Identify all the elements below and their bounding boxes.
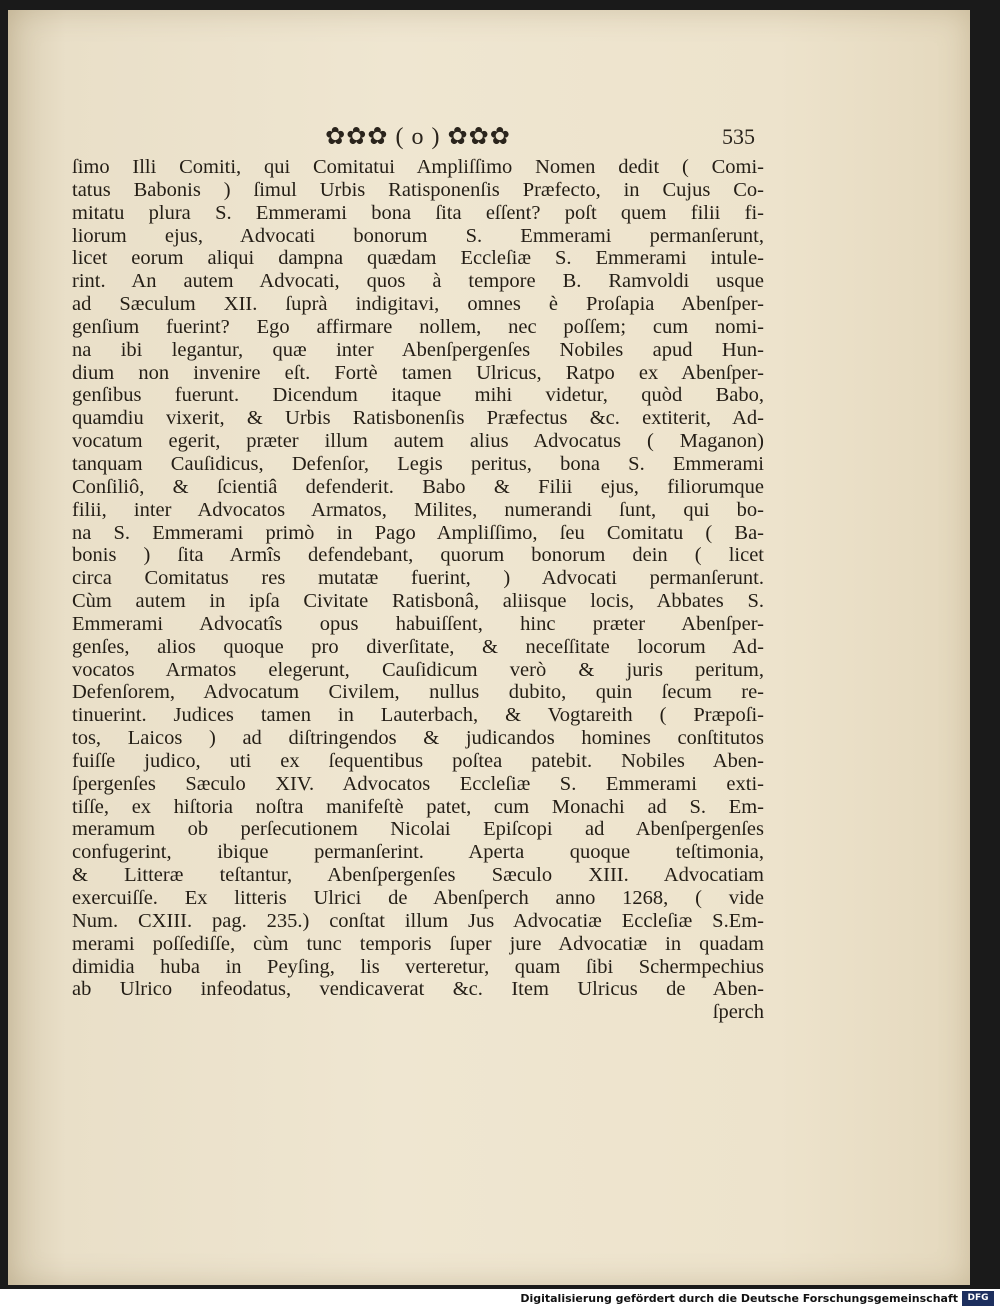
header-ornament: ✿✿✿ ( o ) ✿✿✿ xyxy=(325,124,511,150)
text-line: merami poſſediſſe, cùm tunc temporis ſuper jure Advocatiæ in quadam xyxy=(72,932,764,955)
text-line: Emmerami Advocatîs opus habuiſſent, hinc præter Abenſper- xyxy=(72,612,764,635)
text-line: Cùm autem in ipſa Civitate Ratisbonâ, aliisque locis, Abbates S. xyxy=(72,590,764,613)
text-line: na ibi legantur, quæ inter Abenſpergenſes Nobiles apud Hun- xyxy=(72,338,764,361)
text-line: tos, Laicos ) ad diſtringendos & judicandos homines conſtitutos xyxy=(72,727,764,750)
text-line: Defenſorem, Advocatum Civilem, nullus dubito, quin ſecum re- xyxy=(72,681,764,704)
text-line: rint. An autem Advocati, quos à tempore B. Ramvoldi usque xyxy=(72,270,764,293)
text-line: dium non invenire eſt. Fortè tamen Ulricus, Ratpo ex Abenſper- xyxy=(72,361,764,384)
text-line: confugerint, ibique permanſerint. Aperta quoque teſtimonia, xyxy=(72,841,764,864)
dfg-logo: DFG xyxy=(962,1291,994,1306)
text-line: Num. CXIII. pag. 235.) conſtat illum Jus Advocatiæ Eccleſiæ S.Em- xyxy=(72,909,764,932)
text-line: ad Sæculum XII. ſuprà indigitavi, omnes è Proſapia Abenſper- xyxy=(72,293,764,316)
text-line: tanquam Cauſidicus, Defenſor, Legis peritus, bona S. Emmerami xyxy=(72,452,764,475)
text-line: genſium fuerint? Ego affirmare nollem, nec poſſem; cum nomi- xyxy=(72,315,764,338)
text-line: fuiſſe judico, uti ex ſequentibus poſtea patebit. Nobiles Aben- xyxy=(72,749,764,772)
text-line: ſimo Illi Comiti, qui Comitatui Ampliſſimo Nomen dedit ( Comi- xyxy=(72,156,764,178)
text-line: na S. Emmerami primò in Pago Ampliſſimo, ſeu Comitatu ( Ba- xyxy=(72,521,764,544)
funding-credit: Digitalisierung gefördert durch die Deutsche Forschungsgemeinschaft xyxy=(520,1292,958,1305)
text-line: dimidia huba in Peyſing, lis verteretur, quam ſibi Schermpechius xyxy=(72,955,764,978)
text-line: liorum ejus, Advocati bonorum S. Emmerami permanſerunt, xyxy=(72,224,764,247)
text-line: mitatu plura S. Emmerami bona ſita eſſent? poſt quem filii fi- xyxy=(72,201,764,224)
text-line: vocatos Armatos elegerunt, Cauſidicum verò & juris peritum, xyxy=(72,658,764,681)
text-line: ſpergenſes Sæculo XIV. Advocatos Eccleſiæ S. Emmerami exti- xyxy=(72,772,764,795)
text-line: ſperch xyxy=(712,1001,764,1024)
page-header xyxy=(8,122,970,152)
text-line: genſes, alios quoque pro diverſitate, & neceſſitate locorum Ad- xyxy=(72,635,764,658)
text-line: vocatum egerit, præter illum autem alius Advocatus ( Maganon) xyxy=(72,430,764,453)
text-line: ab Ulrico infeodatus, vendicaverat &c. Item Ulricus de Aben- xyxy=(72,978,764,1001)
text-line: tatus Babonis ) ſimul Urbis Ratisponenſis Præfecto, in Cujus Co- xyxy=(72,178,764,201)
text-line: exercuiſſe. Ex litteris Ulrici de Abenſperch anno 1268, ( vide xyxy=(72,887,764,909)
text-line: filii, inter Advocatos Armatos, Milites, numerandi ſunt, qui bo- xyxy=(72,498,764,521)
text-line: tiſſe, ex hiſtoria noſtra manifeſtè patet, cum Monachi ad S. Em- xyxy=(72,795,764,818)
page-number: 535 xyxy=(722,124,755,149)
scanned-page xyxy=(8,10,970,1285)
text-line: bonis ) ſita Armîs defendebant, quorum bonorum dein ( licet xyxy=(72,544,764,567)
text-line: & Litteræ teſtantur, Abenſpergenſes Sæculo XIII. Advocatiam xyxy=(72,864,764,887)
text-line: quamdiu vixerit, & Urbis Ratisbonenſis Præfectus &c. extiterit, Ad- xyxy=(72,407,764,430)
text-line: meramum ob perſecutionem Nicolai Epiſcopi ad Abenſpergenſes xyxy=(72,818,764,841)
text-line: Conſiliô, & ſcientiâ defenderit. Babo & Filii ejus, filiorumque xyxy=(72,475,764,498)
text-line: genſibus fuerunt. Dicendum itaque mihi videtur, quòd Babo, xyxy=(72,384,764,407)
text-line: licet eorum aliqui dampna quædam Eccleſiæ S. Emmerami intule- xyxy=(72,247,764,270)
text-line: circa Comitatus res mutatæ fuerint, ) Advocati permanſerunt. xyxy=(72,567,764,590)
text-line: tinuerint. Judices tamen in Lauterbach, & Vogtareith ( Præpoſi- xyxy=(72,704,764,727)
footer-bar xyxy=(0,1289,1000,1309)
body-text xyxy=(72,156,764,1024)
